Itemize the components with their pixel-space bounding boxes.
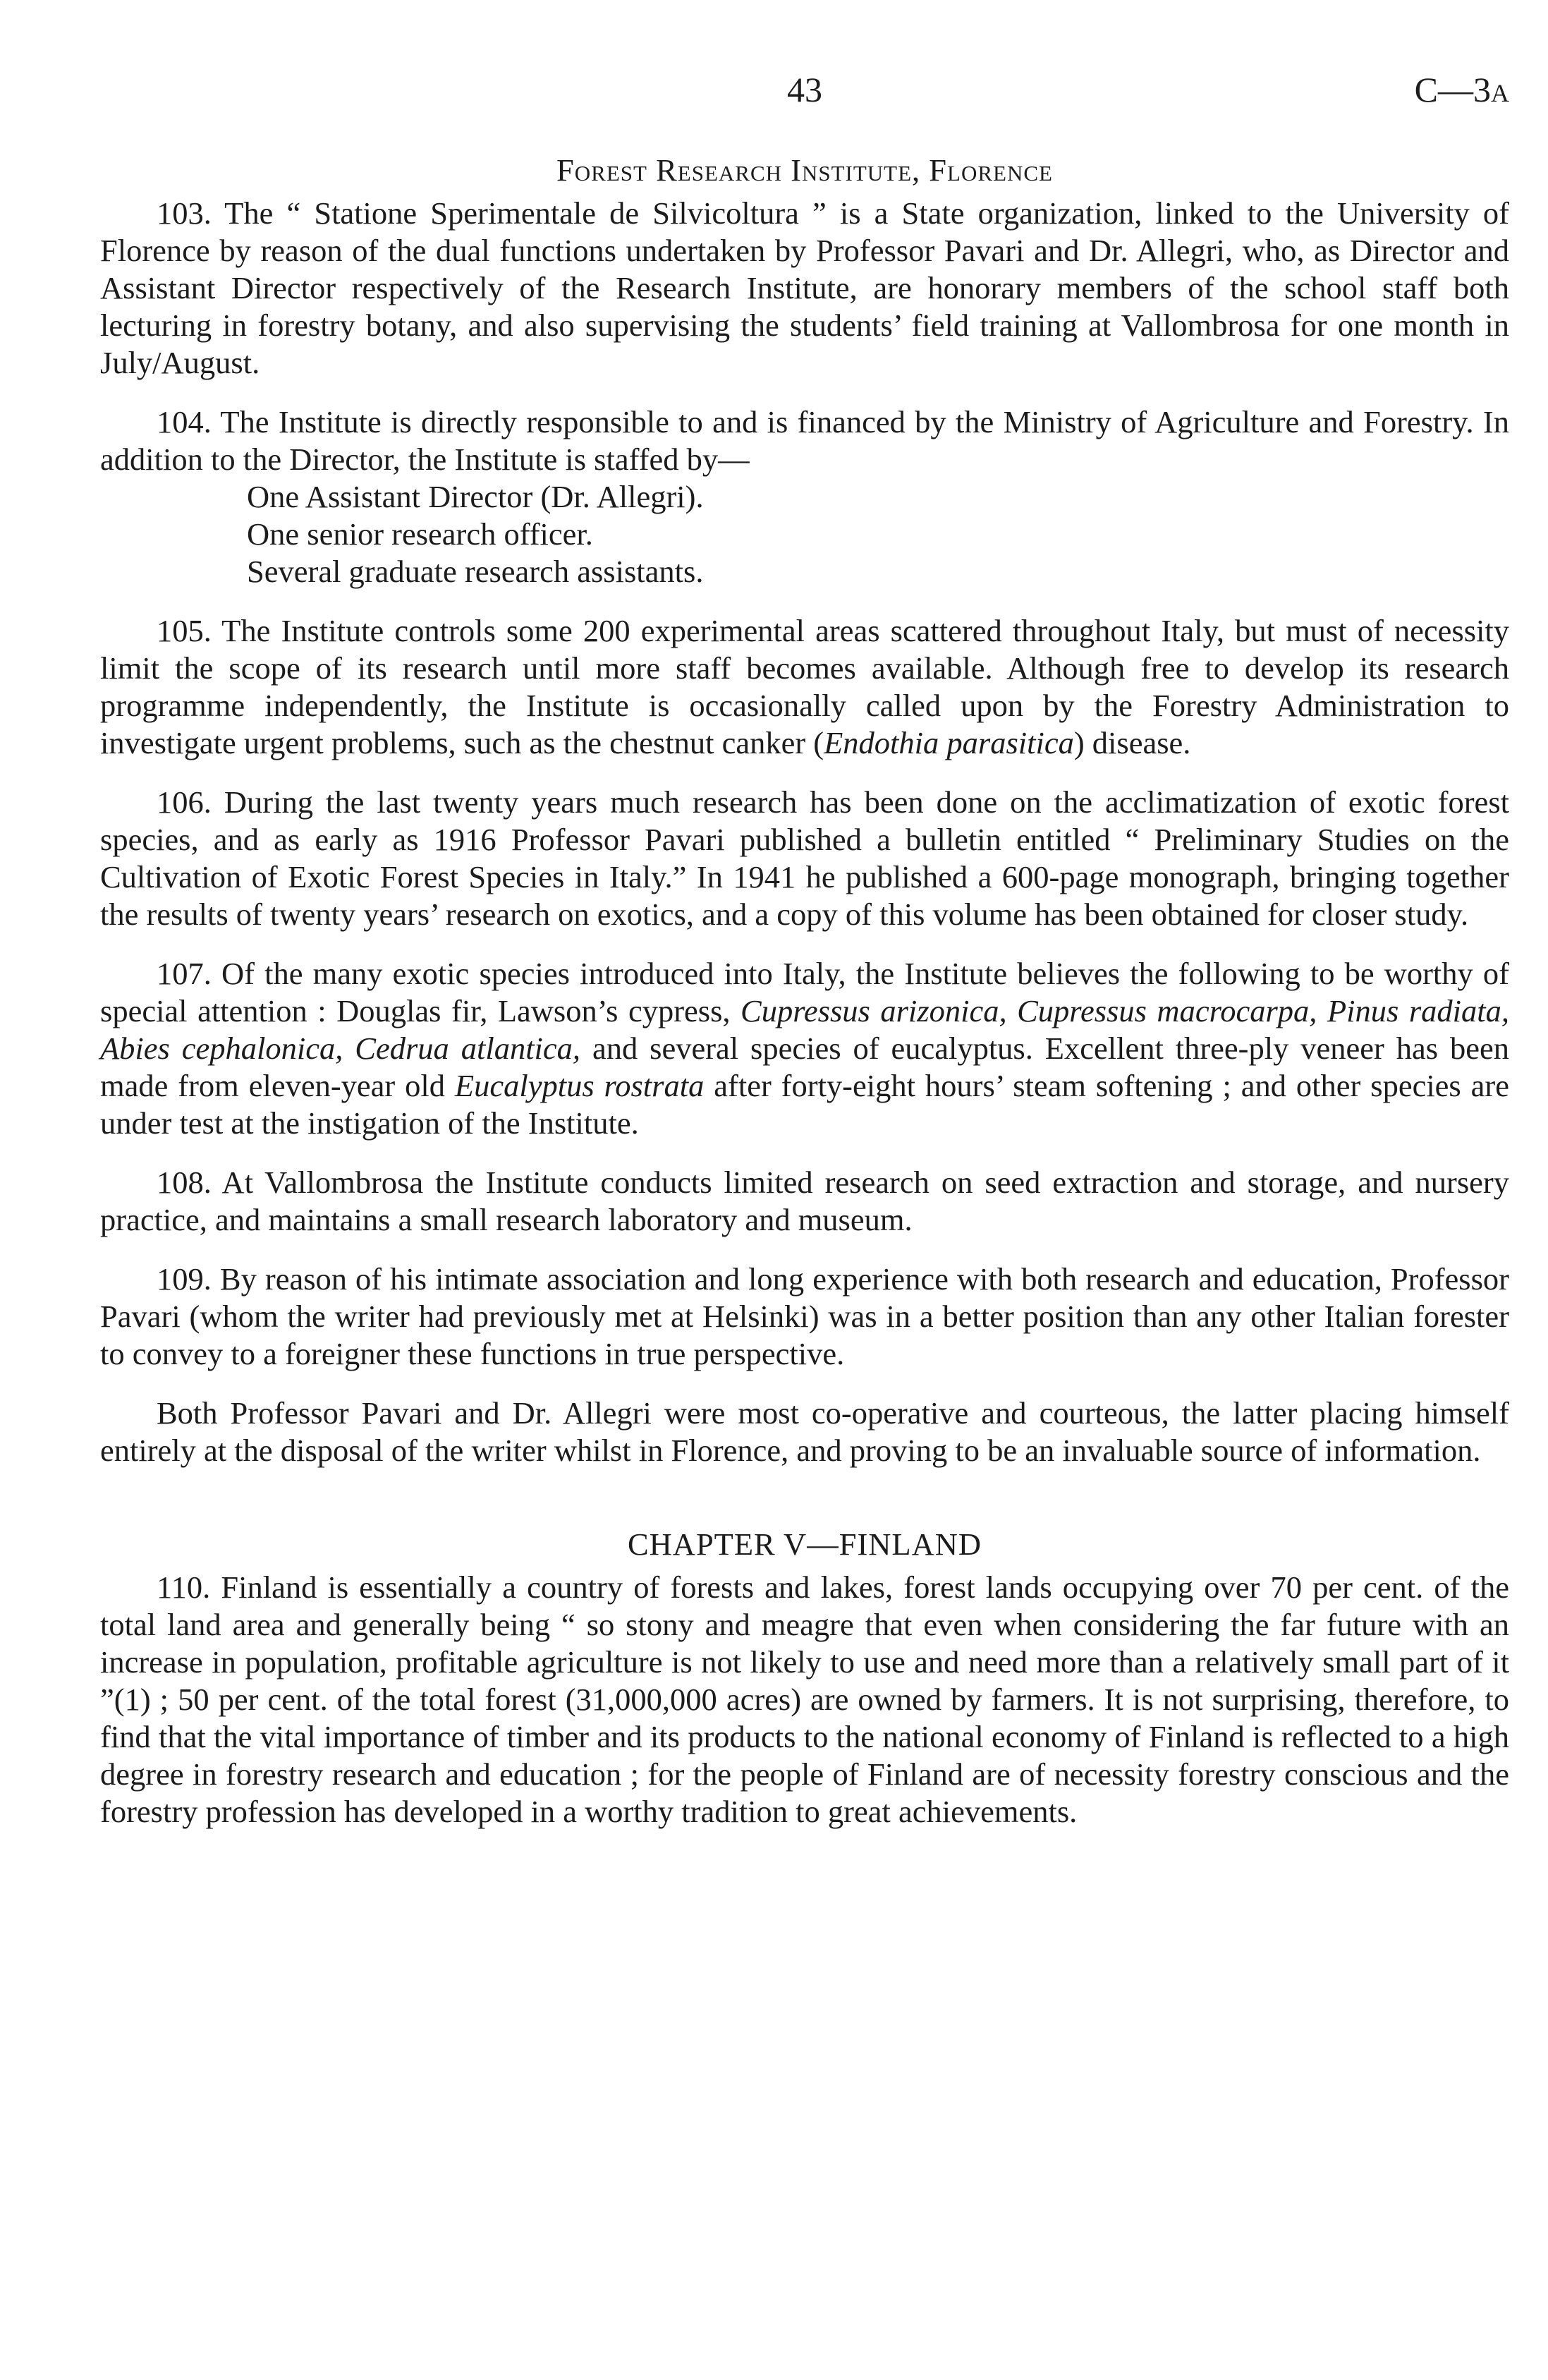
chapter-title: CHAPTER V—FINLAND	[627, 1526, 982, 1562]
species-list: Cupressus arizonica, Cupressus macrocarpa, Pinus radiata, Abies cephalonica, Cedrua atlantica,	[100, 993, 1509, 1066]
paragraph-106: 106. During the last twenty years much research has been done on the acclimatization of exotic forest species, and as early as 1916 Professor Pavari published a bulletin entitled “ Preliminary Studies on the Cultivation of Exotic Forest Species in Italy.” In 1941 he published a 600-page monograph, bringing together the results of twenty years’ research on exotics, and a copy of this volume has been obtained for closer study.	[100, 784, 1509, 932]
staff-item: One senior research officer.	[247, 516, 593, 552]
paragraph-105-end: ) disease.	[1073, 725, 1191, 760]
staff-item: One Assistant Director (Dr. Allegri).	[247, 479, 704, 514]
paragraph-105-text: 105. The Institute controls some 200 experimental areas scattered throughout Italy, but must of necessity limit the scope of its research until more staff becomes available. Although free to develop its research programme independently, the Institute is occasionally called upon by the Forestry Administration to investigate urgent problems, such as the chestnut canker (	[100, 613, 1509, 760]
page-body	[100, 152, 1509, 1852]
paragraph-107	[100, 955, 1509, 1142]
paragraph-108: 108. At Vallombrosa the Institute conducts limited research on seed extraction and storage, and nursery practice, and maintains a small research laboratory and museum.	[100, 1165, 1509, 1237]
paragraph-acknowledgement: Both Professor Pavari and Dr. Allegri were most co-operative and courteous, the latter placing himself entirely at the disposal of the writer whilst in Florence, and proving to be an invaluable source of information.	[100, 1395, 1509, 1468]
staff-list	[100, 478, 1509, 590]
paragraph-109: 109. By reason of his intimate association and long experience with both research and education, Professor Pavari (whom the writer had previously met at Helsinki) was in a better position than any other Italian forester to convey to a foreigner these functions in true perspective.	[100, 1261, 1509, 1371]
document-code-main: C—3	[1414, 70, 1491, 109]
paragraph-107-text: 107. Of the many exotic species introduced into Italy, the Institute believes the following to be worthy of special attention : Douglas fir, Lawson’s cypress,	[100, 956, 1509, 1028]
paragraph-110: 110. Finland is essentially a country of forests and lakes, forest lands occupying over 70 per cent. of the total land area and generally being “ so stony and meagre that even when considering the far future with an increase in population, profitable agriculture is not likely to use and need more than a relatively small part of it ”(1) ; 50 per cent. of the total forest (31,000,000 acres) are owned by farmers. It is not surprising, therefore, to find that the vital importance of timber and its products to the national economy of Finland is reflected to a high degree in forestry research and education ; for the people of Finland are of necessity forestry conscious and the forestry profession has developed in a worthy tradition to great achievements.	[100, 1570, 1509, 1829]
page-header	[100, 65, 1509, 114]
staff-item: Several graduate research assistants.	[247, 554, 704, 589]
paragraph-104: 104. The Institute is directly responsible to and is financed by the Ministry of Agriculture and Forestry. In addition to the Director, the Institute is staffed by—	[100, 404, 1509, 477]
species-name: Endothia parasitica	[824, 725, 1074, 760]
document-code	[1415, 65, 1509, 118]
section-title: Forest Research Institute, Florence	[556, 152, 1053, 188]
page-number: 43	[787, 70, 822, 109]
paragraph-103: 103. The “ Statione Sperimentale de Silvicoltura ” is a State organization, linked to the University of Florence by reason of the dual functions undertaken by Professor Pavari and Dr. Allegri, who, as Director and Assistant Director respectively of the Research Institute, are honorary members of the school staff both lecturing in forestry botany, and also supervising the students’ field training at Vallombrosa for one month in July/August.	[100, 195, 1509, 380]
document-code-suffix: A	[1491, 79, 1509, 107]
paragraph-107-end: after forty-eight hours’ steam softening ; and other species are under test at the instigation of the Institute.	[100, 1068, 1509, 1141]
paragraph-107-text-2: and several species of eucalyptus. Excellent three-ply veneer has been made from eleven-year old	[100, 1031, 1509, 1103]
paragraph-105	[100, 612, 1509, 762]
species-name: Eucalyptus rostrata	[454, 1068, 705, 1103]
